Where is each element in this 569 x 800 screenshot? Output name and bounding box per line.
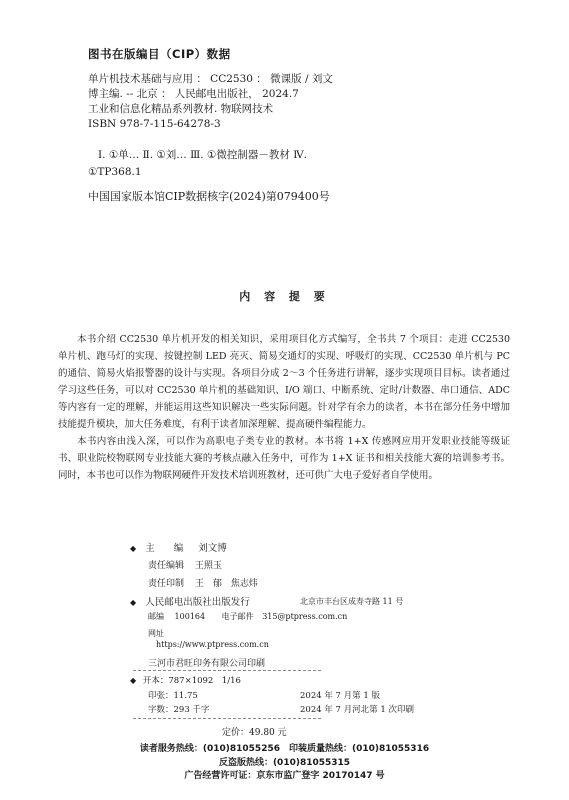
postcode-label: 邮编 — [148, 612, 164, 621]
summary-body — [58, 331, 510, 484]
postcode: 100164 — [174, 612, 206, 621]
cip-number: 中国国家版本馆CIP数据核字(2024)第079400号 — [88, 190, 330, 203]
price: 定价：49.80 元 — [222, 728, 287, 738]
bullet-icon: ◆ — [130, 676, 137, 685]
edition: 2024 年 7 月第 1 版 — [300, 691, 380, 701]
website: https://www.ptpress.com.cn — [156, 640, 269, 649]
cip-title: 图书在版编目（CIP）数据 — [88, 47, 231, 61]
summary-title: 内 容 提 要 — [239, 290, 330, 303]
book-format: 开本：787×1092 1/16 — [142, 676, 241, 686]
website-label: 网址 — [148, 629, 164, 638]
cip-line: 工业和信息化精品系列教材. 物联网技术 — [88, 103, 274, 115]
cip-line: 单片机技术基础与应用 ： CC2530 ： 微课版 / 刘文 — [88, 73, 333, 85]
summary-paragraph: 本书介绍 CC2530 单片机开发的相关知识，采用项目化方式编写，全书共 7 个项目：走进 CC2530 单片机、跑马灯的实现、按键控制 LED 亮灭、简易交通灯的实现、呼吸灯的实现、CC2530 单片机与 PC 的通信、简易火焰报警器的设计与实现。各项目分成 2～3 个任务进行讲解，逐步实现项目目标。读者通过学习这些任务，可以对 CC2530 单片机的基础知识、I/O 端口、中断系统、定时/计数器、串口通信、ADC 等内容有一定的理解，并能运用这些知识解决一些实际问题。针对学有余力的读者，本书在部分任务中增加技能提升模块，加大任务难度，有利于读者加深理解、提高硬件编程能力。 — [58, 334, 510, 430]
email-label: 电子邮件 — [221, 612, 254, 621]
chief-editor: 刘文博 — [198, 543, 227, 554]
cip-class-line: Ⅰ. ①单… Ⅱ. ①刘… Ⅲ. ①微控制器－教材 Ⅳ. — [98, 149, 308, 161]
anti-piracy-hotline: 反盗版热线：(010)81055315 — [218, 757, 351, 768]
divider — [133, 718, 321, 719]
responsible-editor: 王照玉 — [194, 561, 222, 571]
cip-record — [88, 72, 333, 132]
printing: 2024 年 7 月河北第 1 次印刷 — [300, 705, 414, 715]
chief-editor-label: 主 编 — [145, 543, 184, 554]
advertising-license: 广告经营许可证：京东市监广登字 20170147 号 — [184, 771, 385, 781]
cip-class-line: ①TP368.1 — [88, 166, 142, 178]
sheet-count: 印张：11.75 — [148, 691, 198, 701]
publisher-address: 北京市丰台区成寿寺路 11 号 — [300, 597, 404, 606]
responsible-printing-label: 责任印制 — [148, 579, 185, 589]
cip-line: 博主编. -- 北京 ： 人民邮电出版社， 2024.7 — [88, 88, 299, 100]
responsible-printing: 王 郁 焦志炜 — [194, 579, 258, 589]
word-count: 字数：293 千字 — [148, 705, 210, 715]
summary-paragraph: 本书内容由浅入深，可以作为高职电子类专业的教材。本书将 1+X 传感网应用开发职业技能等级证书、职业院校物联网专业技能大赛的考核点融入任务中，可作为 1+X 证书和相关技能大赛的培训参考书。同时，本书也可以作为物联网硬件开发技术培训班教材，还可供广大电子爱好者自学使用。 — [58, 436, 510, 481]
cip-line: ISBN 978-7-115-64278-3 — [88, 118, 221, 130]
publisher: 人民邮电出版社出版发行 — [145, 597, 250, 608]
email: 315@ptpress.com.cn — [262, 612, 348, 621]
bullet-icon: ◆ — [130, 598, 137, 607]
divider — [133, 670, 321, 671]
hotlines — [0, 743, 569, 784]
cip-classification — [88, 147, 307, 181]
bullet-icon: ◆ — [130, 544, 137, 553]
reader-service-hotline: 读者服务热线：(010)81055256 印装质量热线：(010)81055316 — [139, 744, 430, 754]
responsible-editor-label: 责任编辑 — [148, 561, 185, 571]
printer: 三河市君旺印务有限公司印刷 — [148, 659, 266, 669]
